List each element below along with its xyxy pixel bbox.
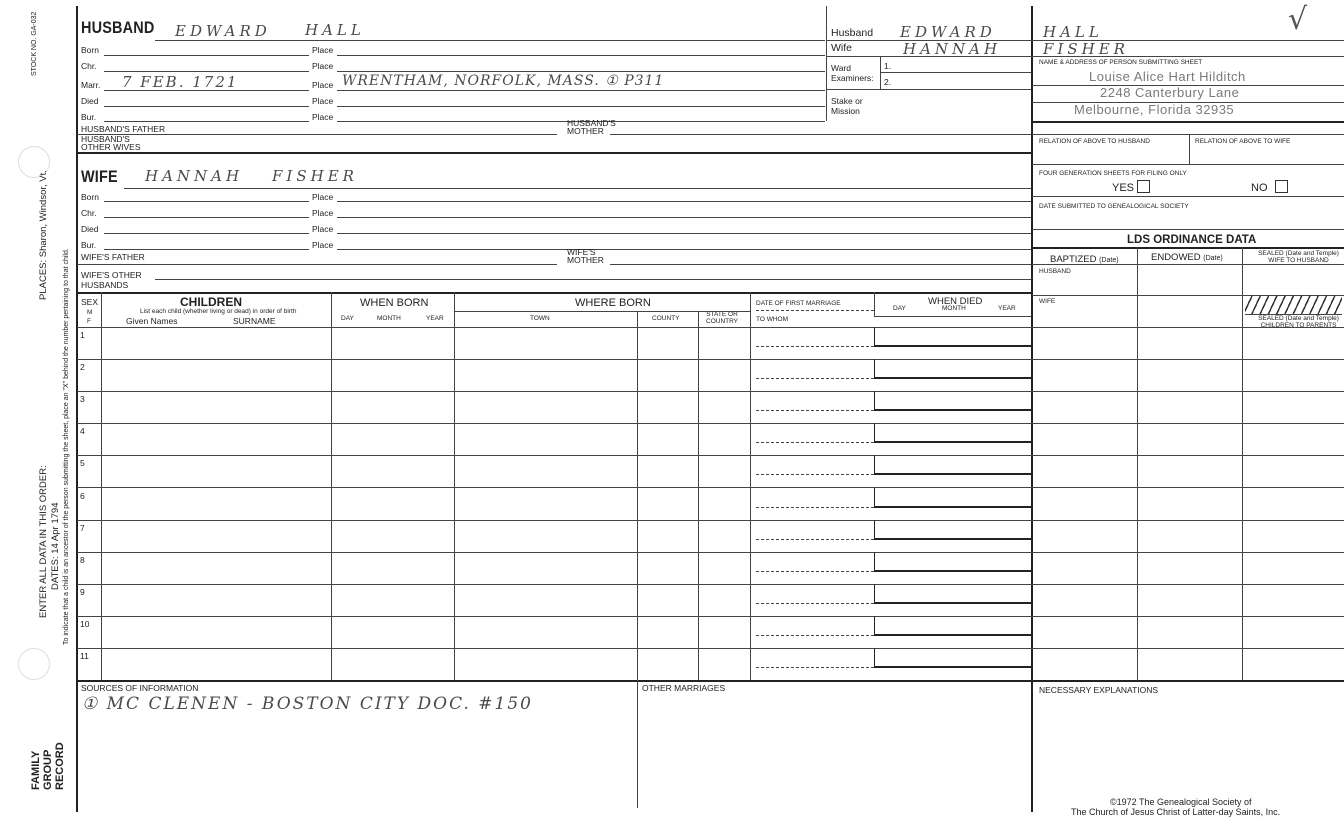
- yes-checkbox[interactable]: [1137, 180, 1150, 193]
- examiners-bottom-line: [827, 89, 1031, 90]
- where-born-subline: [454, 311, 750, 312]
- when-died-cell[interactable]: [874, 391, 1032, 411]
- marriage-dash-line: [756, 507, 874, 508]
- child-row[interactable]: [77, 488, 1344, 521]
- family-group-record-label: FAMILY GROUP RECORD: [30, 742, 66, 790]
- marriage-dash-line: [756, 571, 874, 572]
- wife-chr-label: Chr.: [81, 208, 97, 218]
- marriage-dash-line: [756, 346, 874, 347]
- husband-marr-label: Marr.: [81, 80, 101, 90]
- no-checkbox[interactable]: [1275, 180, 1288, 193]
- margin-enter-all: ENTER ALL DATA IN THIS ORDER:: [38, 465, 49, 618]
- lds-wife-label: WIFE: [1039, 298, 1056, 305]
- husband-bur-label: Bur.: [81, 112, 97, 122]
- header-wife-label: Wife: [831, 42, 852, 54]
- relation-top-line: [1032, 134, 1344, 135]
- lds-title-bottom: [1032, 247, 1344, 249]
- header-wife-surname: FISHER: [1043, 40, 1129, 58]
- wife-died-place-label: Place: [312, 224, 334, 234]
- wife-chr-place-line[interactable]: [337, 217, 1031, 218]
- marriage-dash-line: [756, 378, 874, 379]
- husband-chr-label: Chr.: [81, 61, 97, 71]
- margin-dates: DATES: 14 Apr 1794: [50, 502, 61, 590]
- when-born-header: WHEN BORN: [360, 297, 429, 309]
- table-bottom: [77, 680, 1344, 682]
- relation-divider: [1189, 134, 1190, 164]
- examiner-2[interactable]: 2.: [884, 77, 892, 87]
- when-died-cell[interactable]: [874, 648, 1032, 668]
- wife-chr-place-label: Place: [312, 208, 334, 218]
- born-year-header: YEAR: [426, 315, 444, 322]
- husband-name-line: [155, 40, 825, 41]
- wife-bur-place-line[interactable]: [337, 249, 1031, 250]
- marriage-dash-line: [756, 667, 874, 668]
- when-died-cell[interactable]: [874, 488, 1032, 508]
- lds-sealed-label: SEALED (Date and Temple) WIFE TO HUSBAND: [1258, 250, 1339, 264]
- lds-header-bottom: [1032, 264, 1344, 265]
- submitter-city: Melbourne, Florida 32935: [1074, 102, 1235, 117]
- relation-bottom-line: [1032, 164, 1344, 165]
- sources-text: ① MC CLENEN - BOSTON CITY DOC. #150: [82, 694, 533, 714]
- wifes-other-husbands-label: WIFE'S OTHER HUSBANDS: [81, 270, 142, 290]
- wifes-mother-label: WIFE'S MOTHER: [567, 247, 604, 265]
- when-died-cell[interactable]: [874, 455, 1032, 475]
- husband-surname: HALL: [305, 21, 365, 39]
- marriage-dash-line: [756, 635, 874, 636]
- lds-hatched-cell: [1245, 295, 1342, 315]
- stock-number: STOCK NO. GA-032: [31, 11, 38, 76]
- wife-bur-label: Bur.: [81, 240, 97, 250]
- state-country-header: STATE OR COUNTRY: [706, 311, 739, 325]
- first-marriage-dash: [756, 310, 874, 311]
- punch-hole: [18, 648, 50, 680]
- child-row[interactable]: [77, 423, 1344, 456]
- submitter-bottom: [1032, 121, 1344, 123]
- margin-places: PLACES: Sharon, Windsor, Vt.: [38, 170, 49, 300]
- husband-heading: HUSBAND: [81, 18, 155, 37]
- child-row[interactable]: [77, 584, 1344, 617]
- col-when-died-divider: [874, 292, 875, 316]
- wife-born-place-line[interactable]: [337, 201, 1031, 202]
- wife-born-place-label: Place: [312, 192, 334, 202]
- children-subheader: List each child (whether living or dead) in order of birth: [140, 308, 297, 315]
- header-husband-surname: HALL: [1043, 23, 1103, 41]
- husband-marr-place-line[interactable]: [337, 90, 825, 91]
- first-marriage-header: DATE OF FIRST MARRIAGE: [756, 300, 841, 307]
- explanations-label: NECESSARY EXPLANATIONS: [1039, 685, 1159, 695]
- husbands-other-wives-label: HUSBAND'S OTHER WIVES: [81, 134, 141, 152]
- sex-m-label: M: [87, 309, 93, 316]
- when-died-header: WHEN DIED: [928, 296, 983, 307]
- when-died-cell[interactable]: [874, 552, 1032, 572]
- wifes-father-label: WIFE'S FATHER: [81, 252, 145, 262]
- child-row-number: 2: [80, 362, 85, 372]
- marriage-dash-line: [756, 539, 874, 540]
- surname-header: SURNAME: [233, 316, 276, 326]
- husband-born-label: Born: [81, 45, 99, 55]
- ward-label: Ward: [831, 63, 851, 73]
- husband-bur-line[interactable]: [104, 121, 309, 122]
- given-names-header: Given Names: [126, 316, 178, 326]
- when-died-cell[interactable]: [874, 423, 1032, 443]
- relation-wife-label: RELATION OF ABOVE TO WIFE: [1195, 138, 1291, 145]
- copyright-line-2: The Church of Jesus Christ of Latter-day Saints, Inc.: [1071, 807, 1281, 817]
- children-header: CHILDREN: [180, 295, 242, 309]
- wife-bur-place-label: Place: [312, 240, 334, 250]
- husband-died-label: Died: [81, 96, 99, 106]
- marriage-dash-line: [756, 410, 874, 411]
- header-wife-line: [827, 56, 1344, 57]
- when-died-cell[interactable]: [874, 359, 1032, 379]
- sources-label: SOURCES OF INFORMATION: [81, 683, 199, 693]
- husband-chr-place-line[interactable]: [337, 71, 825, 72]
- when-died-cell[interactable]: [874, 520, 1032, 540]
- header-husband-label: Husband: [831, 27, 874, 39]
- husbands-father-line[interactable]: [77, 134, 557, 135]
- husband-marr-place-label: Place: [312, 80, 334, 90]
- wife-born-label: Born: [81, 192, 99, 202]
- died-year-header: YEAR: [998, 305, 1016, 312]
- lds-sealed-children-label: SEALED (Date and Temple) CHILDREN TO PARENTS: [1258, 315, 1339, 329]
- child-row[interactable]: [77, 648, 1344, 681]
- child-row-number: 7: [80, 523, 85, 533]
- husband-chr-line[interactable]: [104, 71, 309, 72]
- husband-born-line[interactable]: [104, 55, 309, 56]
- child-row-number: 8: [80, 555, 85, 565]
- died-month-header: MONTH: [942, 305, 966, 312]
- husband-died-line[interactable]: [104, 106, 309, 107]
- husband-bur-place-label: Place: [312, 112, 334, 122]
- sex-label: SEX: [81, 297, 99, 307]
- header-box-divider: [826, 6, 827, 121]
- wifes-mother-line[interactable]: [610, 264, 1031, 265]
- child-row-number: 10: [80, 619, 90, 629]
- lds-baptized-label: BAPTIZED (Date): [1050, 254, 1119, 265]
- husband-died-place-label: Place: [312, 96, 334, 106]
- submitter-label: NAME & ADDRESS OF PERSON SUBMITTING SHEET: [1039, 59, 1203, 66]
- husbands-mother-label: HUSBAND'S MOTHER: [567, 118, 616, 136]
- child-row-number: 11: [80, 651, 89, 661]
- husbands-mother-line[interactable]: [610, 134, 1031, 135]
- marriage-dash-line: [756, 603, 874, 604]
- copyright-line-1: ©1972 The Genealogical Society of: [1110, 797, 1252, 807]
- where-born-header: WHERE BORN: [575, 297, 651, 309]
- child-row-number: 6: [80, 491, 85, 501]
- husband-died-place-line[interactable]: [337, 106, 825, 107]
- died-day-header: DAY: [893, 305, 906, 312]
- examiner-1-line: [880, 72, 1031, 73]
- husbands-father-label: HUSBAND'S FATHER: [81, 124, 166, 134]
- marriage-dash-line: [756, 474, 874, 475]
- lds-endowed-label: ENDOWED (Date): [1151, 252, 1223, 263]
- to-whom-header: TO WHOM: [756, 316, 789, 323]
- town-header: TOWN: [530, 315, 550, 322]
- lds-husband-label: HUSBAND: [1039, 268, 1071, 275]
- date-submitted-bottom: [1032, 229, 1344, 230]
- wife-died-line[interactable]: [104, 233, 309, 234]
- date-submitted-label: DATE SUBMITTED TO GENEALOGICAL SOCIETY: [1039, 203, 1189, 210]
- husband-section-bottom: [77, 152, 1031, 154]
- submitter-street: 2248 Canterbury Lane: [1100, 85, 1240, 100]
- other-marriages-divider: [637, 680, 638, 808]
- examiner-1[interactable]: 1.: [884, 61, 892, 71]
- header-wife-given: HANNAH: [903, 40, 1002, 58]
- wife-born-line[interactable]: [104, 201, 309, 202]
- lds-title: LDS ORDINANCE DATA: [1127, 234, 1257, 246]
- child-row[interactable]: [77, 616, 1344, 649]
- child-row[interactable]: [77, 552, 1344, 585]
- relation-husband-label: RELATION OF ABOVE TO HUSBAND: [1039, 138, 1150, 145]
- child-row[interactable]: [77, 391, 1344, 424]
- wife-chr-line[interactable]: [104, 217, 309, 218]
- wifes-father-line[interactable]: [77, 264, 557, 265]
- wife-bur-line[interactable]: [104, 249, 309, 250]
- four-gen-bottom: [1032, 196, 1344, 197]
- husband-chr-place-label: Place: [312, 61, 334, 71]
- wife-name-line: [124, 188, 1031, 189]
- header-husband-given: EDWARD: [900, 23, 996, 41]
- sex-f-label: F: [87, 318, 91, 325]
- child-row-number: 9: [80, 587, 85, 597]
- wife-section-bottom: [77, 292, 1031, 294]
- wife-died-place-line[interactable]: [337, 233, 1031, 234]
- when-died-cell[interactable]: [874, 327, 1032, 347]
- wife-heading: WIFE: [81, 167, 118, 186]
- stake-mission-label: Stake or Mission: [831, 96, 863, 116]
- wife-given-name: HANNAH: [145, 167, 244, 185]
- born-day-header: DAY: [341, 315, 354, 322]
- child-row[interactable]: [77, 359, 1344, 392]
- child-row-number: 1: [80, 330, 85, 340]
- when-died-subline: [874, 316, 1031, 317]
- husband-born-place-line[interactable]: [337, 55, 825, 56]
- examiners-label: Examiners:: [831, 73, 874, 83]
- when-died-cell[interactable]: [874, 584, 1032, 604]
- county-header: COUNTY: [652, 315, 680, 322]
- child-row-number: 5: [80, 458, 85, 468]
- when-died-cell[interactable]: [874, 616, 1032, 636]
- born-month-header: MONTH: [377, 315, 401, 322]
- child-row[interactable]: [77, 455, 1344, 488]
- four-gen-label: FOUR GENERATION SHEETS FOR FILING ONLY: [1039, 170, 1187, 177]
- no-label: NO: [1251, 182, 1268, 194]
- yes-label: YES: [1112, 182, 1135, 194]
- child-row[interactable]: [77, 520, 1344, 553]
- husband-given-name: EDWARD: [175, 22, 271, 40]
- husband-marr-date: 7 FEB. 1721: [122, 73, 239, 91]
- submitter-name: Louise Alice Hart Hilditch: [1089, 69, 1246, 84]
- marriage-dash-line: [756, 442, 874, 443]
- child-row-number: 3: [80, 394, 85, 404]
- margin-indicate: To indicate that a child is an ancestor of the person submitting the sheet, place an "X" behind the number pertaining to that child.: [63, 248, 70, 645]
- examiners-divider: [880, 57, 881, 89]
- checkmark: √: [1288, 2, 1308, 37]
- other-marriages-label: OTHER MARRIAGES: [642, 683, 726, 693]
- husband-marr-place: WRENTHAM, NORFOLK, MASS. ① P311: [342, 73, 665, 89]
- child-row-number: 4: [80, 426, 85, 436]
- child-row[interactable]: [77, 327, 1344, 360]
- wife-died-label: Died: [81, 224, 99, 234]
- husband-born-place-label: Place: [312, 45, 334, 55]
- wife-surname: FISHER: [272, 167, 358, 185]
- husband-marr-line[interactable]: [104, 90, 309, 91]
- wifes-other-husbands-line[interactable]: [155, 279, 1031, 280]
